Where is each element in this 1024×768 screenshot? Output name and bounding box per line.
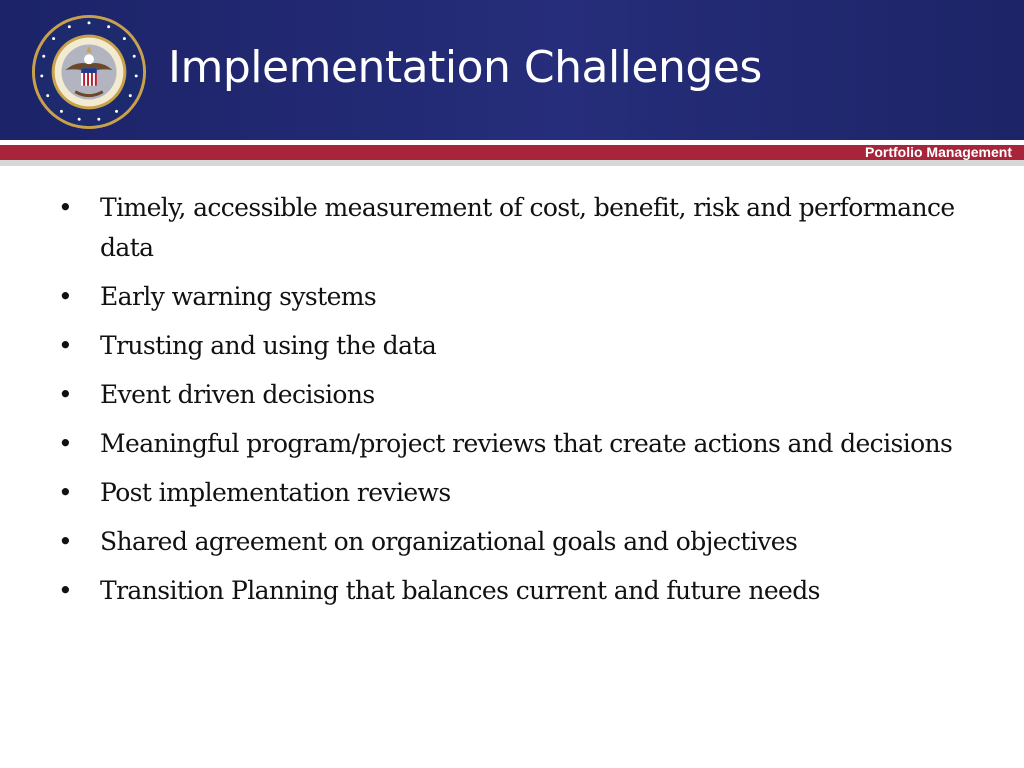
bullet-dot-icon: • bbox=[58, 331, 73, 360]
bullet-item bbox=[58, 326, 978, 366]
bullet-text: Post implementation reviews bbox=[100, 478, 451, 507]
bullet-item bbox=[58, 375, 978, 415]
bullet-item bbox=[58, 424, 978, 464]
presidential-seal-icon bbox=[30, 13, 148, 131]
bullet-item bbox=[58, 277, 978, 317]
bullet-item bbox=[58, 522, 978, 562]
bullet-dot-icon: • bbox=[58, 193, 73, 222]
bullet-dot-icon: • bbox=[58, 527, 73, 556]
bullet-text: Transition Planning that balances current and future needs bbox=[100, 576, 820, 605]
bullet-text: Shared agreement on organizational goals and objectives bbox=[100, 527, 798, 556]
section-label: Portfolio Management bbox=[864, 144, 1012, 160]
bullet-dot-icon: • bbox=[58, 429, 73, 458]
bullet-dot-icon: • bbox=[58, 478, 73, 507]
bullet-dot-icon: • bbox=[58, 282, 73, 311]
bullet-item bbox=[58, 188, 978, 268]
bullet-text: Meaningful program/project reviews that create actions and decisions bbox=[100, 429, 953, 458]
bullet-text: Event driven decisions bbox=[100, 380, 375, 409]
bullet-dot-icon: • bbox=[58, 576, 73, 605]
bullet-dot-icon: • bbox=[58, 380, 73, 409]
bullet-list bbox=[58, 188, 978, 620]
bullet-item bbox=[58, 571, 978, 611]
slide-title: Implementation Challenges bbox=[168, 42, 762, 93]
bullet-item bbox=[58, 473, 978, 513]
bullet-text: Trusting and using the data bbox=[100, 331, 437, 360]
bullet-text: Timely, accessible measurement of cost, benefit, risk and performance data bbox=[100, 193, 955, 262]
bullet-text: Early warning systems bbox=[100, 282, 377, 311]
slide-header bbox=[0, 0, 1024, 140]
